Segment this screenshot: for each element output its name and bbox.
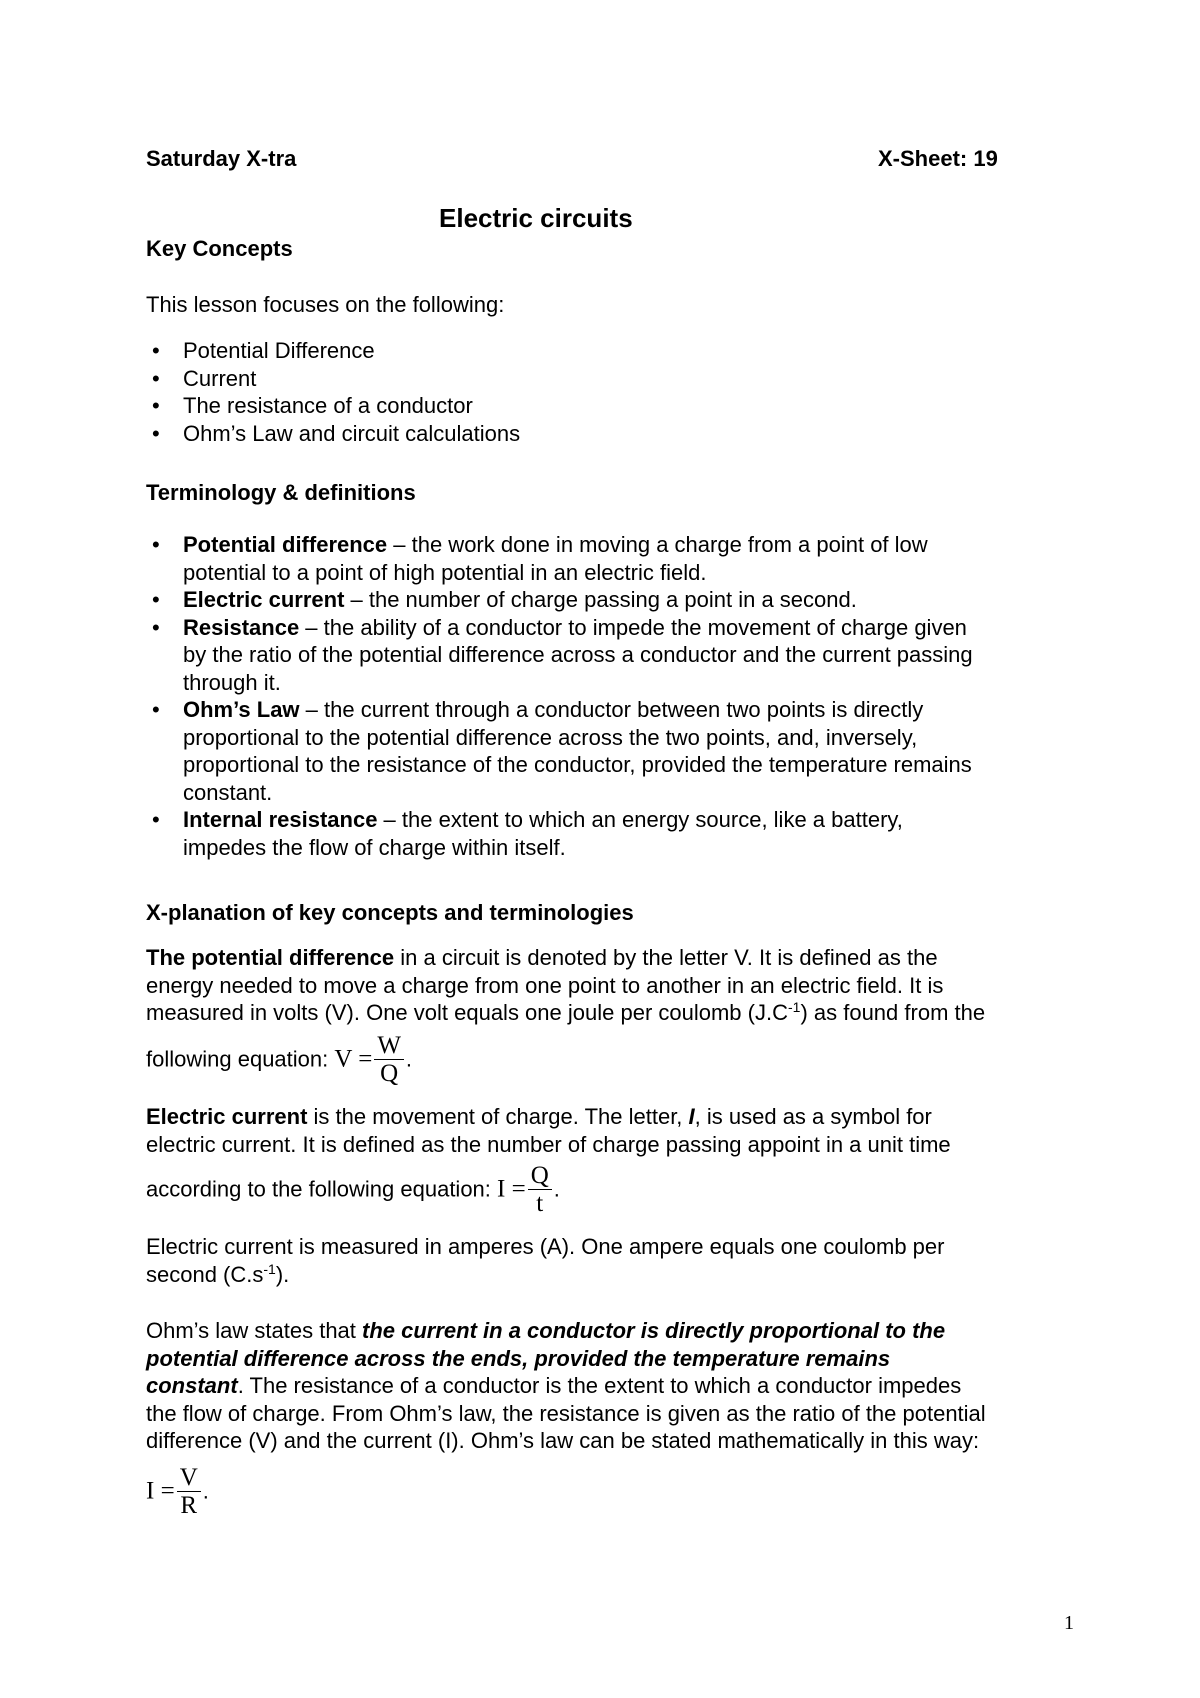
definition-item: • Ohm’s Law – the current through a conductor between two points is directly proportional to the potential difference across the two points, and, inversely, proportional to the resistance of the conductor, provided the temperature remains constant. xyxy=(152,697,972,805)
definition-item: • Potential difference – the work done in moving a charge from a point of low potential to a point of high potential in an electric field. xyxy=(152,532,928,585)
key-concepts-intro: This lesson focuses on the following: xyxy=(146,292,505,317)
bullet-icon: • xyxy=(152,338,160,363)
bullet-icon: • xyxy=(152,365,160,391)
list-item: • Potential Difference xyxy=(152,338,375,363)
ohms-law-equation: I = $\frac{V}{R}$ . xyxy=(146,1464,209,1519)
ohms-law-fraction: $\frac{V}{R}$ xyxy=(177,1464,201,1519)
list-item: • Ohm’s Law and circuit calculations xyxy=(152,420,521,446)
header-right: X-Sheet: 19 xyxy=(878,146,998,171)
current-fraction: $\frac{Q}{t}$ xyxy=(528,1162,552,1217)
terminology-list xyxy=(146,531,1106,861)
definition-item: • Resistance – the ability of a conductor to impede the movement of charge given by the ratio of the potential difference across a conductor and the current passing through it. xyxy=(152,614,973,695)
current-units-paragraph: Electric current is measured in amperes (A). One ampere equals one coulomb per second $(C.s^{-1})$. xyxy=(146,1234,945,1287)
page-title: Electric circuits xyxy=(439,203,633,233)
list-item: • Current xyxy=(152,365,257,391)
list-item: • The resistance of a conductor xyxy=(152,393,473,418)
bullet-icon: • xyxy=(152,614,160,640)
definition-term: Resistance xyxy=(183,614,300,640)
potential-difference-paragraph: The potential difference in a circuit is denoted by the letter V. It is defined as the energy needed to move a charge from one point to another in an electric field. It is measured in volts (V). One volt equals one joule per coulomb $(J.C^{-1})$ as found from the xyxy=(146,945,986,1025)
header-left: Saturday X-tra xyxy=(146,146,297,171)
pd-fraction: $\frac{W}{Q}$ xyxy=(374,1032,404,1087)
bullet-icon: • xyxy=(152,532,160,557)
definition-item: • Electric current – the number of charge passing a point in a second. xyxy=(152,587,857,612)
bullet-icon: • xyxy=(152,587,160,612)
definition-term: Internal resistance xyxy=(183,807,378,832)
definition-term: Potential difference xyxy=(183,532,388,557)
pd-term: The potential difference xyxy=(146,945,395,970)
definition-term: Ohm’s Law xyxy=(183,697,300,722)
current-equation: according to the following equation: I = $\frac{Q}{t}$ . xyxy=(146,1162,560,1217)
pd-equation: following equation: V = $\frac{W}{Q}$ . xyxy=(146,1032,413,1087)
bullet-icon: • xyxy=(152,697,160,722)
definition-item: • Internal resistance – the extent to which an energy source, like a battery, impedes the flow of charge within itself. xyxy=(152,807,903,860)
bullet-icon: • xyxy=(152,420,160,446)
electric-current-paragraph: Electric current is the movement of charge. The letter, I, is used as a symbol for electric current. It is defined as the number of charge passing appoint in a unit time xyxy=(146,1104,951,1157)
page-number: 1 xyxy=(1064,1612,1074,1634)
key-concepts-list xyxy=(146,337,1066,447)
terminology-heading: Terminology & definitions xyxy=(146,480,416,505)
bullet-icon: • xyxy=(152,393,160,418)
key-concepts-heading: Key Concepts xyxy=(146,236,293,261)
explanation-heading: X-planation of key concepts and terminologies xyxy=(146,900,634,925)
definition-term: Electric current xyxy=(183,587,345,612)
ohms-law-paragraph: Ohm’s law states that the current in a conductor is directly proportional to the potential difference across the ends, provided the temperature remains constant. The resistance of a conductor is the extent to which a conductor impedes the flow of charge. From Ohm’s law, the resistance is given as the ratio of the potential difference (V) and the current (I). Ohm’s law can be stated mathematically in this way: xyxy=(146,1318,986,1453)
bullet-icon: • xyxy=(152,807,160,832)
current-term: Electric current xyxy=(146,1104,308,1129)
